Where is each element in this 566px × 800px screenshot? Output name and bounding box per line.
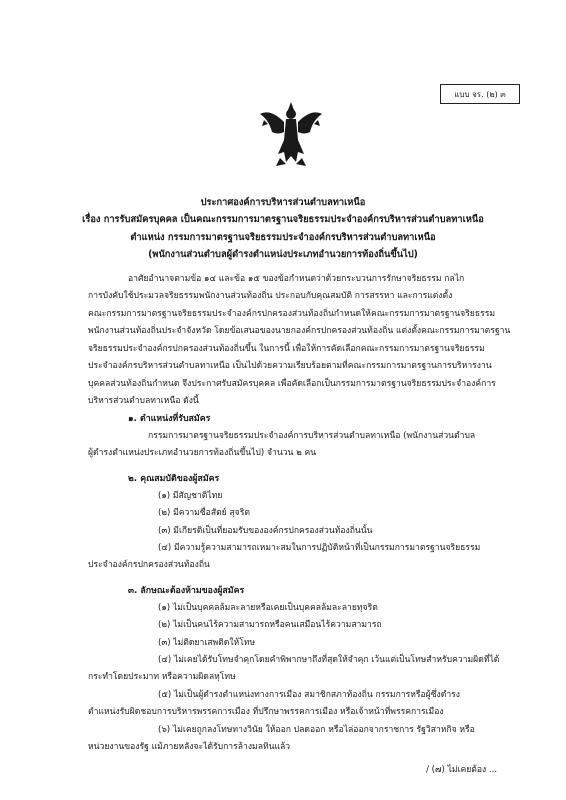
position-line: ตำแหน่ง กรรมการมาตรฐานจริยธรรมประจำองค์กรบริหารส่วนตำบลทาเหนือ [130, 232, 436, 243]
intro-line: อาศัยอำนาจตามข้อ ๑๔ และข้อ ๑๕ ของข้อกำหนดว่าด้วยกระบวนการรักษาจริยธรรม กลไก [128, 274, 465, 284]
subject-line: เรื่อง การรับสมัครบุคคล เป็นคณะกรรมการมาตรฐานจริยธรรมประจำองค์กรบริหารส่วนตำบลทาเหนือ [82, 214, 484, 225]
prohibition-item: ตำแหน่งรับผิดชอบการบริหารพรรคการเมือง ที่ปรึกษาพรรคการเมือง หรือเจ้าหน้าที่พรรคการเมือง [88, 707, 444, 717]
intro-line: การบังคับใช้ประมวลจริยธรรมพนักงานส่วนท้องถิ่น ประกอบกับคุณสมบัติ การสรรหา และการแต่งตั้ง [88, 291, 453, 301]
qualification-item: (๓) มีเกียรติเป็นที่ยอมรับขององค์กรปกครองส่วนท้องถิ่นนั้น [158, 526, 373, 536]
qualification-item: ประจำองค์กรปกครองส่วนท้องถิ่น [88, 560, 210, 570]
prohibition-item: (๔) ไม่เคยได้รับโทษจำคุกโดยคำพิพากษาถึงที่สุดให้จำคุก เว้นแต่เป็นโทษสำหรับความผิดที่ได้ [158, 655, 500, 665]
continuation-note: / (๗) ไม่เคยต้อง ... [426, 765, 498, 775]
intro-line: คณะกรรมการมาตรฐานจริยธรรมประจำองค์กรปกครองส่วนท้องถิ่นกำหนดให้คณะกรรมการมาตรฐานจริยธรรม [88, 309, 495, 319]
qualification-item: (๔) มีความรู้ความสามารถเหมาะสมในการปฏิบัติหน้าที่เป็นกรรมการมาตรฐานจริยธรรม [158, 543, 481, 553]
prohibition-item: (๕) ไม่เป็นผู้ดำรงตำแหน่งทางการเมือง สมาชิกสภาท้องถิ่น กรรมการหรือผู้ซึ่งดำรง [158, 690, 460, 700]
prohibition-item: (๑) ไม่เป็นบุคคลล้มละลายหรือเคยเป็นบุคคลล้มละลายทุจริต [158, 603, 378, 613]
section-1-line: ผู้ดำรงตำแหน่งประเภทอำนวยการท้องถิ่นขึ้นไป) จำนวน ๒ คน [88, 448, 317, 458]
intro-line: พนักงานส่วนท้องถิ่นประจำจังหวัด โดยข้อเสนอของนายกองค์กรปกครองส่วนท้องถิ่น แต่งตั้งคณะกรรมการมาตรฐาน [88, 326, 511, 336]
form-code-box: แบบ จร. (๒) ๓ [440, 84, 520, 104]
org-title: ประกาศองค์การบริหารส่วนตำบลทาเหนือ [200, 197, 366, 208]
section-3-title: ๓. ลักษณะต้องห้ามของผู้สมัคร [128, 586, 245, 596]
garuda-emblem [258, 100, 324, 168]
qualification-item: (๒) มีความซื่อสัตย์ สุจริต [158, 508, 250, 518]
prohibition-item: (๓) ไม่ติดยาเสพติดให้โทษ [158, 638, 256, 648]
section-1-title: ๑. ตำแหน่งที่รับสมัคร [128, 414, 211, 424]
section-2-title: ๒. คุณสมบัติของผู้สมัคร [128, 474, 220, 484]
prohibition-item: หน่วยงานของรัฐ แม้ภายหลังจะได้รับการล้างมลทินแล้ว [88, 742, 291, 752]
prohibition-item: กระทำโดยประมาท หรือความผิดลหุโทษ [88, 672, 236, 682]
position-note: (พนักงานส่วนตำบลผู้ดำรงตำแหน่งประเภทอำนวยการท้องถิ่นขึ้นไป) [148, 249, 418, 260]
intro-line: บริหารส่วนตำบลทาเหนือ ดังนี้ [88, 396, 199, 406]
qualification-item: (๑) มีสัญชาติไทย [158, 491, 223, 501]
section-1-line: กรรมการมาตรฐานจริยธรรมประจำองค์การบริหารส่วนตำบลทาเหนือ (พนักงานส่วนตำบล [148, 431, 476, 441]
intro-line: ประจำองค์กรบริหารส่วนตำบลทาเหนือ เป็นไปด้วยความเรียบร้อยตามที่คณะกรรมการมาตรฐานการบริหารงาน [88, 361, 492, 371]
prohibition-item: (๒) ไม่เป็นคนไร้ความสามารถหรือคนเสมือนไร้ความสามารถ [158, 620, 382, 630]
prohibition-item: (๖) ไม่เคยถูกลงโทษทางวินัย ให้ออก ปลดออก หรือไล่ออกจากราชการ รัฐวิสาหกิจ หรือ [158, 725, 475, 735]
intro-line: บุคคลส่วนท้องถิ่นกำหนด จึงประกาศรับสมัครบุคคล เพื่อคัดเลือกเป็นกรรมการมาตรฐานจริยธรรมประจำองค์การ [88, 379, 496, 389]
intro-line: จริยธรรมประจำองค์กรปกครองส่วนท้องถิ่นขึ้น ในการนี้ เพื่อให้การคัดเลือกคณะกรรมการมาตรฐานจริยธรรม [88, 344, 485, 354]
